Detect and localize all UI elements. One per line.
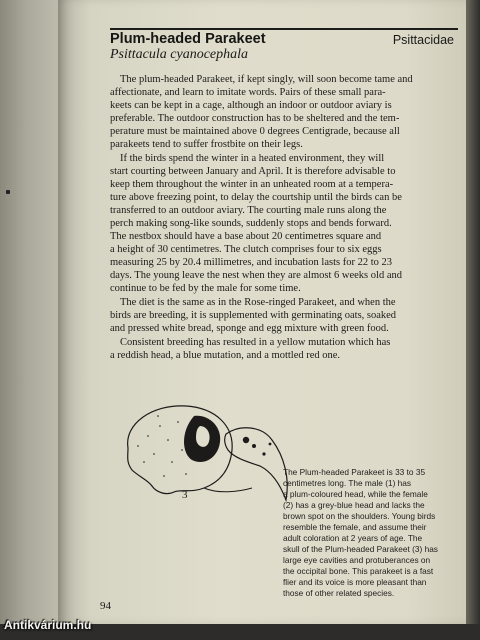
latin-name: Psittacula cyanocephala [110,47,249,62]
body-line: perch making song-like sounds, suddenly stops and bends forward. [110,218,392,229]
caption-line: The Plum-headed Parakeet is 33 to 35 [283,467,426,477]
body-line: continue to be fed by the male for some time. [110,283,301,294]
caption-line: large eye cavities and protuberances on [283,555,431,565]
skull-beak [225,428,288,500]
caption-line: those of other related species. [283,588,395,598]
body-line: a height of 30 centimetres. The clutch comprises four to six eggs [110,244,382,255]
body-line: perature must be maintained above 0 degrees Centigrade, because all [110,126,400,137]
body-line: The plum-headed Parakeet, if kept singly, will soon become tame and [120,74,413,85]
body-line: start courting between January and April. It is therefore advisable to [110,166,396,177]
page-title: Plum-headed Parakeet [110,31,266,47]
beak-mark [262,452,265,455]
body-line: keep them throughout the winter in an unheated room at a tempera- [110,179,394,190]
body-line: days. The young leave the nest when they are almost 6 weeks old and [110,270,402,281]
caption-line: resemble the female, and assume their [283,522,427,532]
body-line: Consistent breeding has resulted in a yellow mutation which has [120,337,391,348]
caption-line: skull of the Plum-headed Parakeet (3) has [283,544,438,554]
book-page [58,0,466,624]
body-line: transferred to an outdoor aviary. The courting male runs along the [110,205,387,216]
beak-mark [252,444,256,448]
figure-number: 3 [182,489,188,501]
skull-jaw [204,488,252,492]
body-line: affectionate, and learn to imitate words. Pairs of these small para- [110,87,386,98]
caption-line: brown spot on the shoulders. Young birds [283,511,436,521]
body-line: parakeets tend to suffer frostbite on their legs. [110,139,303,150]
skull-stippling [137,415,187,477]
caption-line: adult coloration at 2 years of age. The [283,533,423,543]
page-stack-edge [466,0,480,640]
body-line: ture above freezing point, to delay the courtship until the birds can be [110,192,402,203]
body-line: birds are breeding, it is supplemented with germinating oats, soaked [110,310,397,321]
body-line: If the birds spend the winter in a heated environment, they will [120,153,385,164]
caption-line: a plum-coloured head, while the female [283,489,428,499]
margin-mark [6,190,10,194]
header-rule [110,28,458,30]
caption-line: the occipital bone. This parakeet is a fast [283,566,434,576]
family-name: Psittacidae [392,33,454,47]
body-line: The nestbox should have a base about 20 centimetres square and [110,231,382,242]
body-line: keets can be kept in a cage, although an indoor or outdoor aviary is [110,100,392,111]
body-line: The diet is the same as in the Rose-ringed Parakeet, and when the [120,297,396,308]
body-line: and pressed white bread, sponge and egg mixture with green food. [110,323,389,334]
body-line: measuring 25 by 20.4 millimetres, and incubation lasts for 22 to 23 [110,257,392,268]
caption-line: centimetres long. The male (1) has [283,478,412,488]
facing-page-edge [0,0,58,640]
caption-line: (2) has a grey-blue head and lacks the [283,500,425,510]
beak-mark [269,443,272,446]
nostril-mark [243,437,249,443]
caption-line: flier and its voice is more pleasant than [283,577,427,587]
watermark: Antikvárium.hu [4,618,92,632]
body-line: a reddish head, a blue mutation, and a mottled red one. [110,350,341,361]
page-number: 94 [100,600,111,612]
body-line: preferable. The outdoor construction has to be sheltered and the tem- [110,113,400,124]
